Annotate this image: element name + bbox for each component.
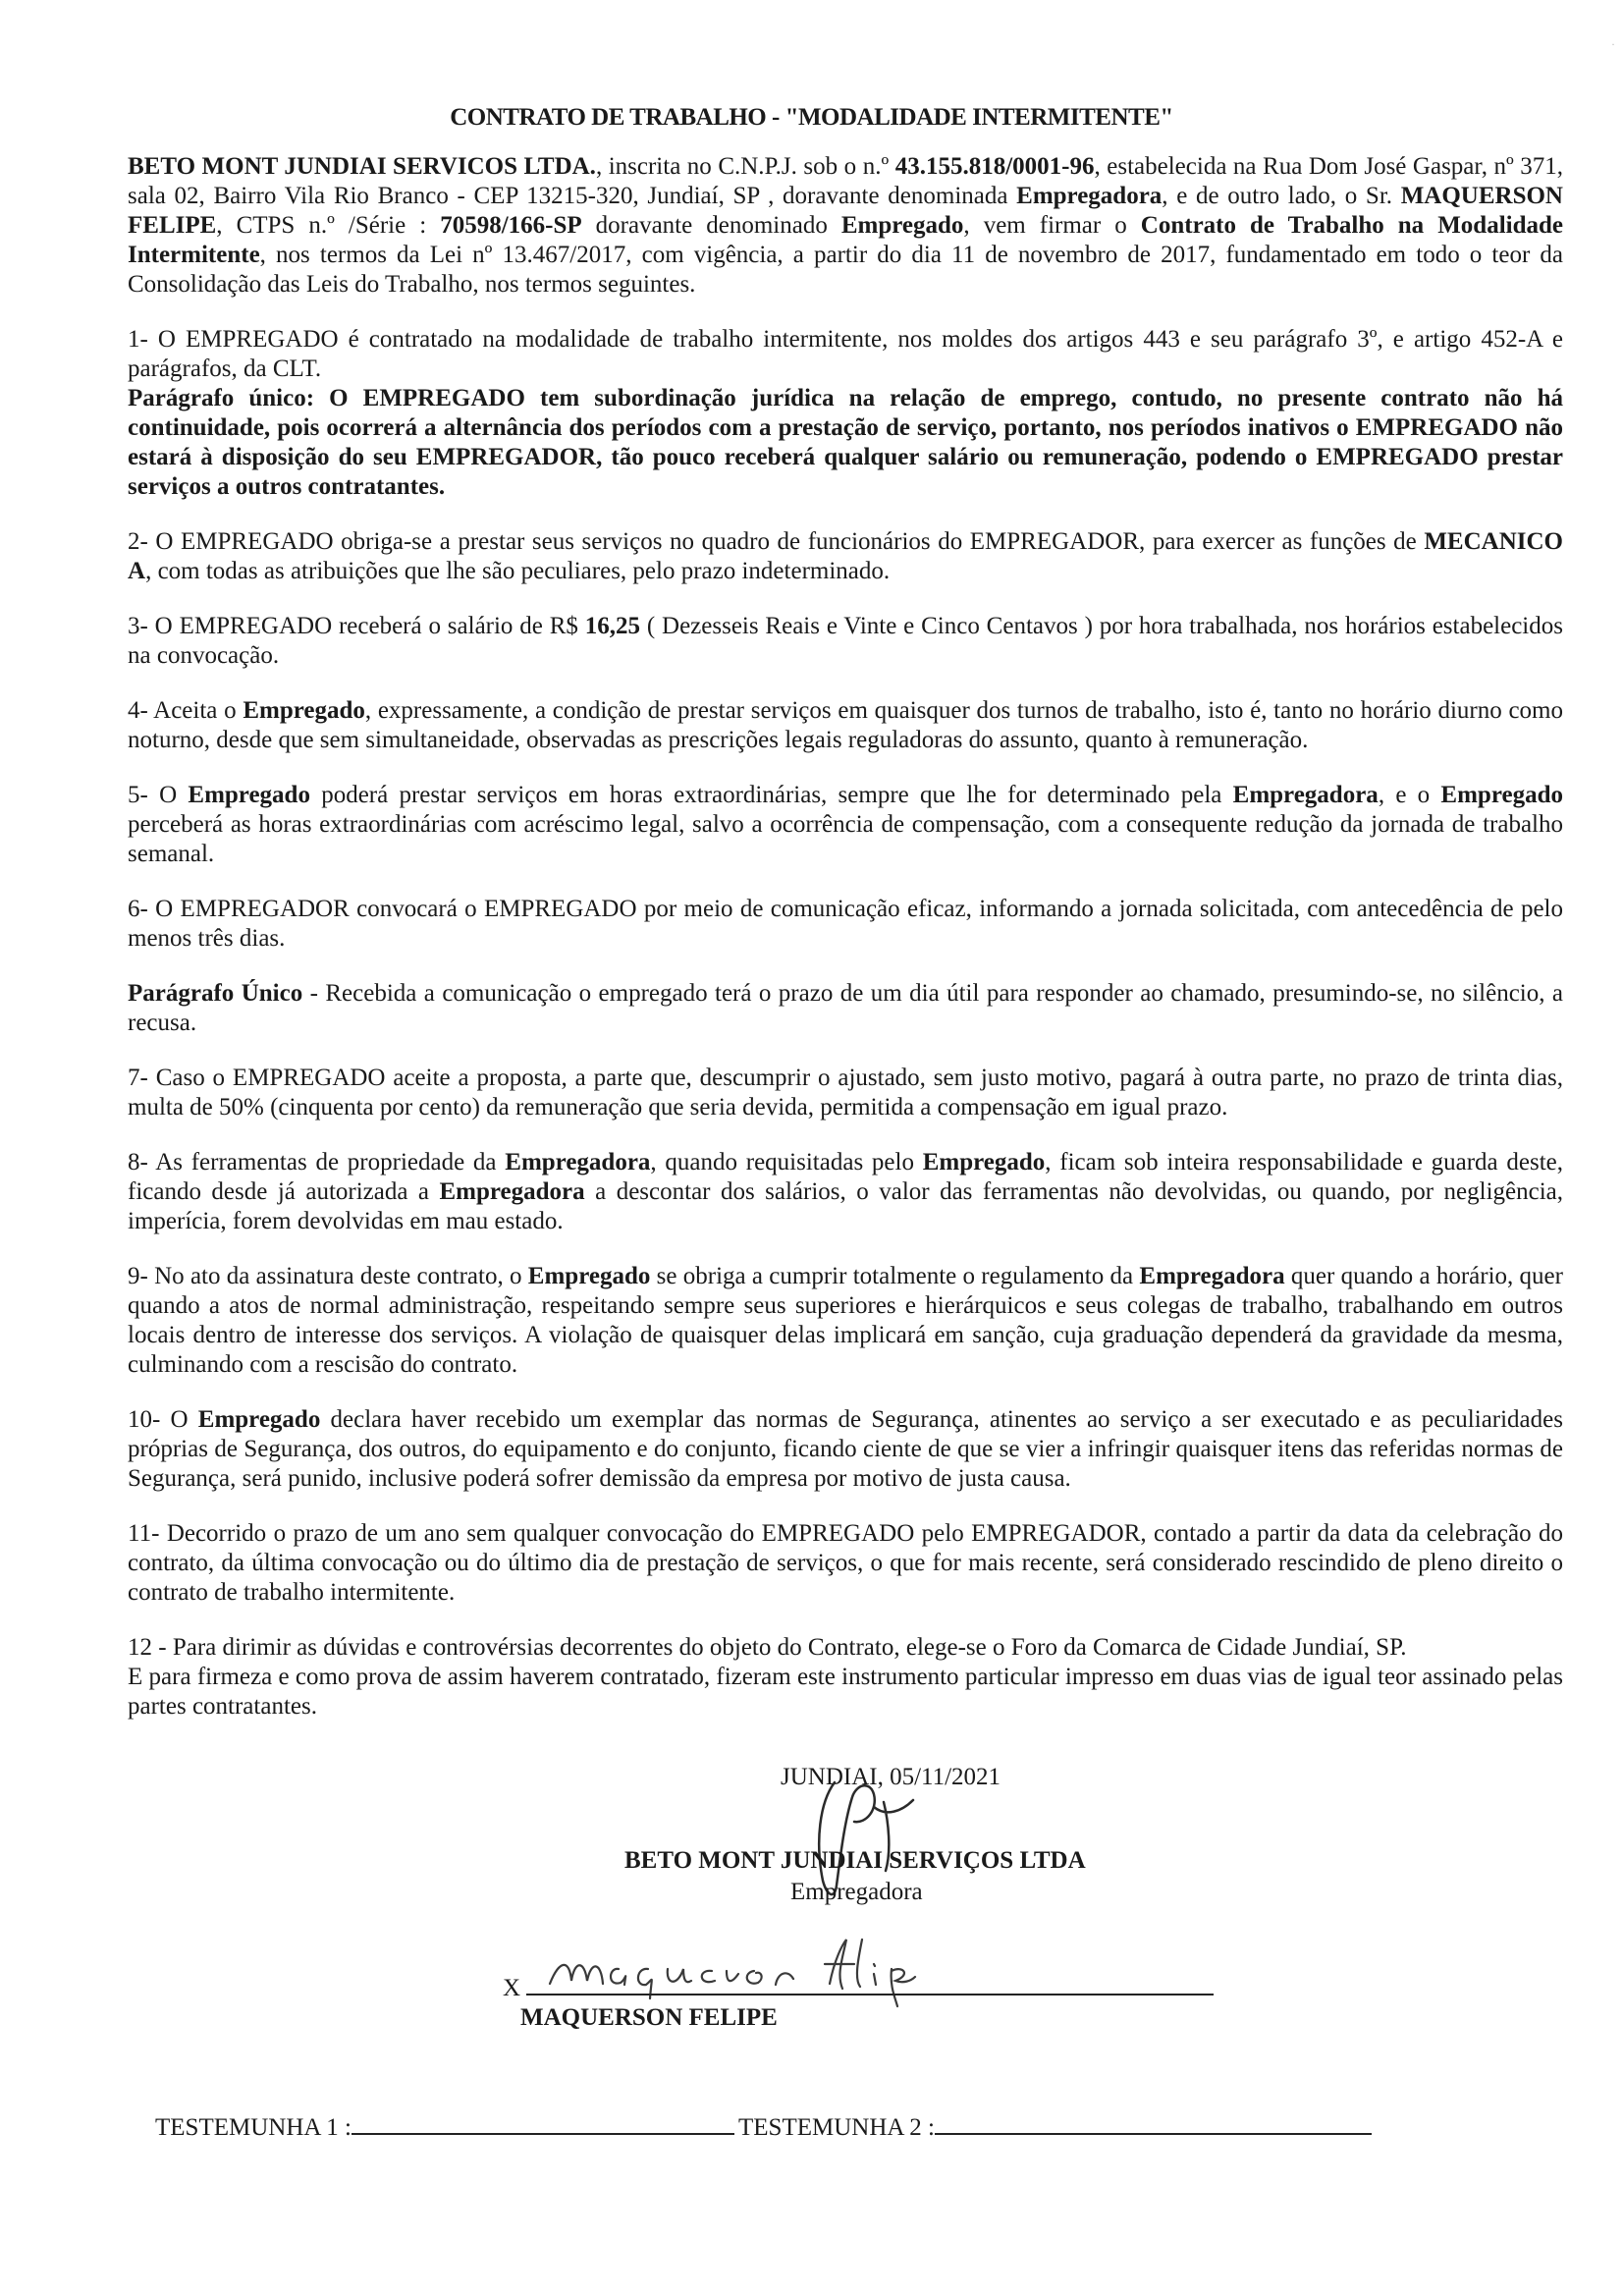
scan-mark: · (1611, 37, 1615, 51)
employer-company-name: BETO MONT JUNDIAI SERVIÇOS LTDA (624, 1847, 1086, 1874)
witness-2 (738, 2113, 1372, 2143)
employee-signature-line (503, 1974, 1214, 2003)
clause-4: 4- Aceita o Empregado, expressamente, a condição de prestar serviços em quaisquer dos turnos de trabalho, isto é, tanto no horário diurno como noturno, desde que sem simultaneidade, observadas as prescrições legais reguladoras do assunto, quanto à remuneração. (128, 697, 1564, 753)
clause-9: 9- No ato da assinatura deste contrato, o Empregado se obriga a cumprir totalmente o regulamento da Empregadora quer quando a horário, quer quando a atos de normal administração, respeitando sempre seus superiores e hierárquicos e seus colegas de trabalho, trabalhando em outros locais dentro de interesse dos serviços. A violação de quaisquer delas implicará em sanção, cuja graduação dependerá da gravidade da mesma, culminando com a rescisão do contrato. (128, 1263, 1563, 1378)
clause-7: 7- Caso o EMPREGADO aceite a proposta, a parte que, descumprir o ajustado, sem justo motivo, pagará à outra parte, no prazo de trinta dias, multa de 50% (cinquenta por cento) da remuneração que seria devida, permitida a compensação em igual prazo. (128, 1065, 1563, 1121)
ctps-number: 70598/166-SP (440, 212, 582, 239)
clause-2: 2- O EMPREGADO obriga-se a prestar seus serviços no quadro de funcionários do EMPREGADOR, para exercer as funções de MECANICO A, com todas as atribuições que lhe são peculiares, pelo prazo indeterminado. (128, 528, 1563, 584)
clause-8: 8- As ferramentas de propriedade da Empregadora, quando requisitadas pelo Empregado, ficam sob inteira responsabilidade e guarda deste, ficando desde já autorizada a Empregadora a descontar dos salários, o valor das ferramentas não devolvidas, ou quando, por negligência, imperícia, forem devolvidas em mau estado. (128, 1149, 1563, 1234)
clause-10: 10- O Empregado declara haver recebido um exemplar das normas de Segurança, atinentes ao serviço a ser executado e as peculiaridades próprias de Segurança, dos outros, do equipamento e do conjunto, ficando ciente de que se vier a infringir quaisquer itens das referidas normas de Segurança, será punido, inclusive poderá sofrer demissão da empresa por motivo de justa causa. (128, 1406, 1563, 1492)
clause-5: 5- O Empregado poderá prestar serviços em horas extraordinárias, sempre que lhe for determinado pela Empregadora, e o Empregado perceberá as horas extraordinárias com acréscimo legal, salvo a ocorrência de compensação, com a consequente redução da jornada de trabalho semanal. (128, 782, 1563, 867)
clause-11: 11- Decorrido o prazo de um ano sem qualquer convocação do EMPREGADO pelo EMPREGADOR, contado a partir da data da celebração do contrato, da última convocação ou do último dia de prestação de serviços, o que for mais recente, será considerado rescindido de pleno direito o contrato de trabalho intermitente. (128, 1520, 1563, 1606)
contract-body (128, 152, 1563, 1722)
witness-1 (155, 2113, 734, 2143)
witness-2-label: TESTEMUNHA 2 : (738, 2114, 935, 2141)
employee-name: MAQUERSON FELIPE (128, 183, 1563, 239)
clause-3: 3- O EMPREGADO receberá o salário de R$ 16,25 ( Dezesseis Reais e Vinte e Cinco Centavos ) por hora trabalhada, nos horários estabelecidos na convocação. (128, 613, 1563, 669)
witness-1-line (352, 2115, 734, 2135)
signature-x-mark: X (503, 1975, 521, 2001)
clause-1: 1- O EMPREGADO é contratado na modalidade de trabalho intermitente, nos moldes dos artigos 443 e seu parágrafo 3º, e artigo 452-A e parágrafos, da CLT. (128, 326, 1563, 382)
clause-6-paragraph: Parágrafo Único - Recebida a comunicação o empregado terá o prazo de um dia útil para responder ao chamado, presumindo-se, no silêncio, a recusa. (128, 980, 1563, 1036)
clause-12: 12 - Para dirimir as dúvidas e controvérsias decorrentes do objeto do Contrato, elege-se o Foro da Comarca de Cidade Jundiaí, SP. (128, 1634, 1407, 1661)
witness-1-label: TESTEMUNHA 1 : (155, 2114, 352, 2141)
intro-paragraph: BETO MONT JUNDIAI SERVICOS LTDA., inscrita no C.N.P.J. sob o n.º 43.155.818/0001-96, estabelecida na Rua Dom José Gaspar, nº 371, sala 02, Bairro Vila Rio Branco - CEP 13215-320, Jundiaí, SP , doravante denominada Empregadora, e de outro lado, o Sr. MAQUERSON FELIPE, CTPS n.º /Série : 70598/166-SP doravante denominado Empregado, vem firmar o Contrato de Trabalho na Modalidade Intermitente, nos termos da Lei nº 13.467/2017, com vigência, a partir do dia 11 de novembro de 2017, fundamentado em todo o teor da Consolidação das Leis do Trabalho, nos termos seguintes. (128, 153, 1563, 298)
closing-statement: E para firmeza e como prova de assim haverem contratado, fizeram este instrumento particular impresso em duas vias de igual teor assinado pelas partes contratantes. (128, 1664, 1563, 1720)
signature-date: JUNDIAI, 05/11/2021 (781, 1764, 1001, 1790)
company-name: BETO MONT JUNDIAI SERVICOS LTDA. (128, 153, 596, 180)
contract-type: Contrato de Trabalho na Modalidade Intermitente (128, 212, 1563, 268)
employer-role-label: Empregadora (790, 1879, 923, 1905)
clause-1-paragraph: Parágrafo único: O EMPREGADO tem subordinação jurídica na relação de emprego, contudo, no presente contrato não há continuidade, pois ocorrerá a alternância dos períodos com a prestação de serviço, portanto, nos períodos inativos o EMPREGADO não estará à disposição do seu EMPREGADOR, tão pouco receberá qualquer salário ou remuneração, podendo o EMPREGADO prestar serviços a outros contratantes. (128, 385, 1563, 500)
employee-printed-name: MAQUERSON FELIPE (520, 2004, 778, 2031)
clause-6: 6- O EMPREGADOR convocará o EMPREGADO por meio de comunicação eficaz, informando a jornada solicitada, com antecedência de pelo menos três dias. (128, 896, 1563, 952)
cnpj-number: 43.155.818/0001-96 (894, 153, 1095, 180)
hourly-salary: 16,25 (584, 613, 640, 639)
job-role: MECANICO A (128, 528, 1563, 584)
witness-2-line (935, 2115, 1372, 2135)
document-title: CONTRATO DE TRABALHO - "MODALIDADE INTERMITENTE" (450, 104, 1173, 131)
